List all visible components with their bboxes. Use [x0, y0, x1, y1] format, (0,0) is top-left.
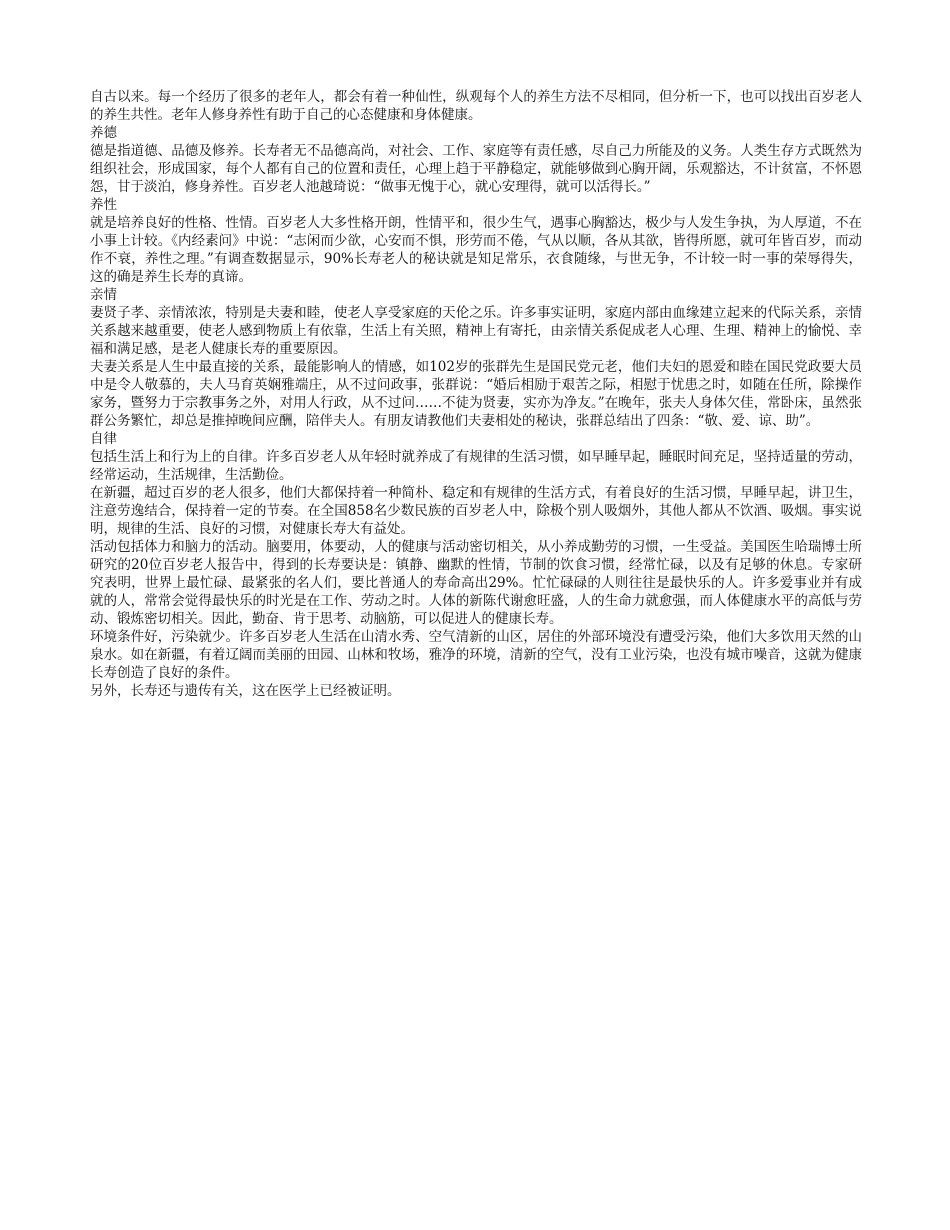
paragraph-yangde: 德是指道德、品德及修养。长寿者无不品德高尚，对社会、工作、家庭等有责任感，尽自己力所能及的义务。人类生存方式既然为组织社会，形成国家，每个人都有自己的位置和责任，心理上趋于平静稳定，就能够做到心胸开阔，乐观豁达，不计贫富，不怀恩怨，甘于淡泊，修身养性。百岁老人池越琦说：“做事无愧于心，就心安理得，就可以活得长。” [90, 143, 862, 195]
paragraph-zilv-5: 另外，长寿还与遗传有关，这在医学上已经被证明。 [90, 683, 401, 699]
paragraph-zilv-2: 在新疆，超过百岁的老人很多，他们大都保持着一种简朴、稳定和有规律的生活方式，有着良好的生活习惯，早睡早起，讲卫生，注意劳逸结合，保持着一定的节奏。在全国858名少数民族的百岁老人中，除极个别人吸烟外，其他人都从不饮酒、吸烟。事实说明，规律的生活、良好的习惯，对健康长寿大有益处。 [90, 485, 862, 537]
paragraph-zilv-1: 包括生活上和行为上的自律。许多百岁老人从年轻时就养成了有规律的生活习惯，如早睡早起，睡眠时间充足，坚持适量的劳动，经常运动，生活规律，生活勤俭。 [90, 449, 862, 483]
intro-paragraph: 自古以来。每一个经历了很多的老年人，都会有着一种仙性，纵观每个人的养生方法不尽相同，但分析一下，也可以找出百岁老人的养生共性。老年人修身养性有助于自己的心态健康和身体健康。 [90, 89, 862, 123]
document-body [90, 88, 862, 700]
section-heading-qinqing: 亲情 [90, 287, 117, 303]
paragraph-qinqing-2: 夫妻关系是人生中最直接的关系，最能影响人的情感，如102岁的张群先生是国民党元老，他们夫妇的恩爱和睦在国民党政要大员中是令人敬慕的，夫人马育英娴雅端庄，从不过问政事，张群说：“婚后相励于艰苦之际，相慰于忧患之时，如随在任所，除操作家务，暨努力于宗教事务之外，对用人行政，从不过问……不徒为贤妻，实亦为净友。”在晚年，张夫人身体欠佳，常卧床，虽然张群公务繁忙，却总是推掉晚间应酬，陪伴夫人。有朋友请教他们夫妻相处的秘诀，张群总结出了四条：“敬、爱、谅、助”。 [90, 359, 863, 429]
paragraph-qinqing-1: 妻贤子孝、亲情浓浓，特别是夫妻和睦，使老人享受家庭的天伦之乐。许多事实证明，家庭内部由血缘建立起来的代际关系，亲情关系越来越重要，使老人感到物质上有依靠，生活上有关照，精神上有寄托，由亲情关系促成老人心理、生理、精神上的愉悦、幸福和满足感，是老人健康长寿的重要原因。 [90, 305, 862, 357]
paragraph-yangxing: 就是培养良好的性格、性情。百岁老人大多性格开朗，性情平和，很少生气，遇事心胸豁达，极少与人发生争执，为人厚道，不在小事上计较。《内经素问》中说：“志闲而少欲，心安而不惧，形劳而不倦，气从以顺，各从其欲，皆得所愿，就可年皆百岁，而动作不衰，养性之理。”有调查数据显示，90%长寿老人的秘诀就是知足常乐，衣食随缘，与世无争，不计较一时一事的荣辱得失，这的确是养生长寿的真谛。 [90, 215, 862, 285]
section-heading-zilv: 自律 [90, 431, 117, 447]
paragraph-zilv-4: 环境条件好，污染就少。许多百岁老人生活在山清水秀、空气清新的山区，居住的外部环境没有遭受污染，他们大多饮用天然的山泉水。如在新疆，有着辽阔而美丽的田园、山林和牧场，雅净的环境，清新的空气，没有工业污染，也没有城市噪音，这就为健康长寿创造了良好的条件。 [90, 629, 862, 681]
section-heading-yangxing: 养性 [90, 197, 117, 213]
paragraph-zilv-3: 活动包括体力和脑力的活动。脑要用，体要动，人的健康与活动密切相关，从小养成勤劳的习惯，一生受益。美国医生哈瑞博士所研究的20位百岁老人报告中，得到的长寿要诀是：镇静、幽默的性情，节制的饮食习惯，经常忙碌，以及有足够的休息。专家研究表明，世界上最忙碌、最紧张的名人们，要比普通人的寿命高出29%。忙忙碌碌的人则往往是最快乐的人。许多爱事业并有成就的人，常常会觉得最快乐的时光是在工作、劳动之时。人体的新陈代谢愈旺盛，人的生命力就愈强，而人体健康水平的高低与劳动、锻炼密切相关。因此，勤奋、肯于思考、动脑筋，可以促进人的健康长寿。 [90, 539, 862, 627]
section-heading-yangde: 养德 [90, 125, 117, 141]
